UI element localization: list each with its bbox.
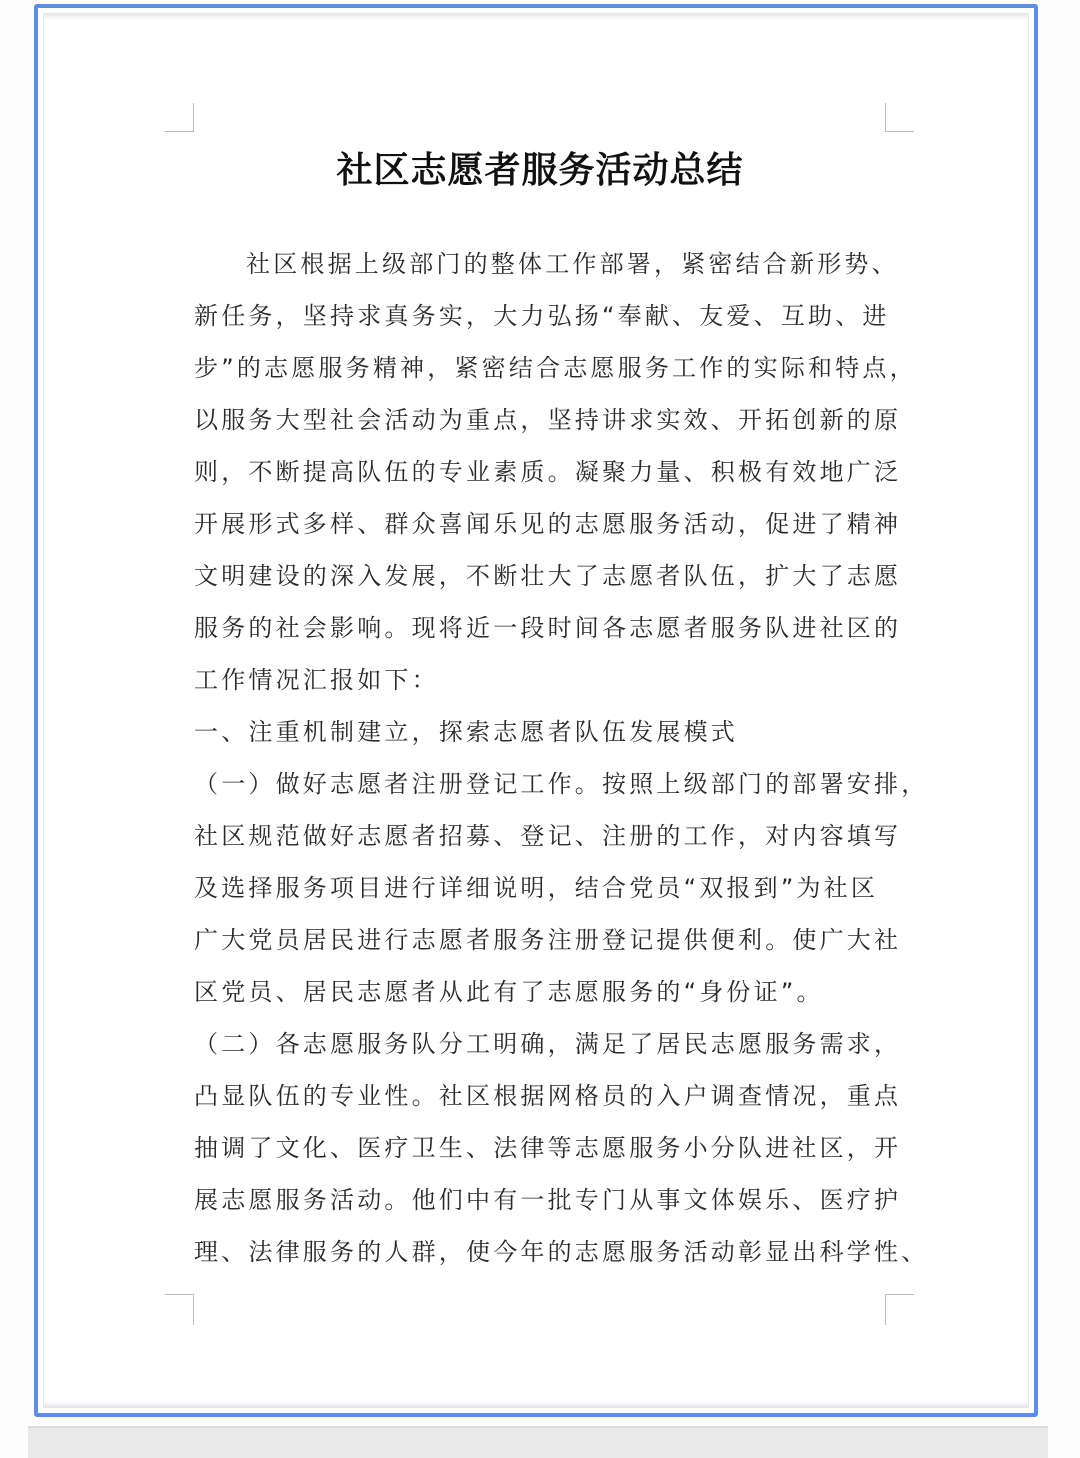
paragraph-line: 及选择服务项目进行详细说明，结合党员“双报到”为社区 bbox=[194, 874, 879, 902]
paragraph-line: 则，不断提高队伍的专业素质。凝聚力量、积极有效地广泛 bbox=[194, 458, 902, 486]
paragraph-line: 文明建设的深入发展，不断壮大了志愿者队伍，扩大了志愿 bbox=[194, 562, 902, 590]
paragraph-line: 理、法律服务的人群，使今年的志愿服务活动彰显出科学性、 bbox=[194, 1238, 929, 1266]
next-page-edge bbox=[28, 1426, 1048, 1458]
document-body bbox=[194, 238, 929, 1278]
document-title: 社区志愿者服务活动总结 bbox=[336, 149, 744, 191]
paragraph-line: 区党员、居民志愿者从此有了志愿服务的“身份证”。 bbox=[194, 978, 824, 1006]
paragraph-line: 步”的志愿服务精神，紧密结合志愿服务工作的实际和特点， bbox=[194, 354, 917, 382]
paragraph-line: 社区根据上级部门的整体工作部署，紧密结合新形势、 bbox=[246, 250, 899, 278]
paragraph-line: 抽调了文化、医疗卫生、法律等志愿服务小分队进社区，开 bbox=[194, 1134, 902, 1162]
margin-mark-bottom-right bbox=[885, 1294, 914, 1325]
paragraph-line: 以服务大型社会活动为重点，坚持讲求实效、开拓创新的原 bbox=[194, 406, 902, 434]
paragraph-line: 社区规范做好志愿者招募、登记、注册的工作，对内容填写 bbox=[194, 822, 902, 850]
margin-mark-top-left bbox=[165, 103, 194, 132]
paragraph-line: 新任务，坚持求真务实，大力弘扬“奉献、友爱、互助、进 bbox=[194, 302, 890, 330]
paragraph-line: 开展形式多样、群众喜闻乐见的志愿服务活动，促进了精神 bbox=[194, 510, 902, 538]
margin-mark-top-right bbox=[885, 103, 914, 132]
paragraph-line: 凸显队伍的专业性。社区根据网格员的入户调查情况，重点 bbox=[194, 1082, 902, 1110]
subsection-line: （一）做好志愿者注册登记工作。按照上级部门的部署安排， bbox=[194, 770, 929, 798]
section-heading: 一、注重机制建立，探索志愿者队伍发展模式 bbox=[194, 718, 738, 746]
subsection-line: （二）各志愿服务队分工明确，满足了居民志愿服务需求， bbox=[194, 1030, 902, 1058]
paragraph-line: 服务的社会影响。现将近一段时间各志愿者服务队进社区的 bbox=[194, 614, 902, 642]
paragraph-line: 展志愿服务活动。他们中有一批专门从事文体娱乐、医疗护 bbox=[194, 1186, 902, 1214]
paragraph-line: 广大党员居民进行志愿者服务注册登记提供便利。使广大社 bbox=[194, 926, 902, 954]
margin-mark-bottom-left bbox=[165, 1294, 194, 1325]
paragraph-line: 工作情况汇报如下： bbox=[194, 666, 439, 694]
